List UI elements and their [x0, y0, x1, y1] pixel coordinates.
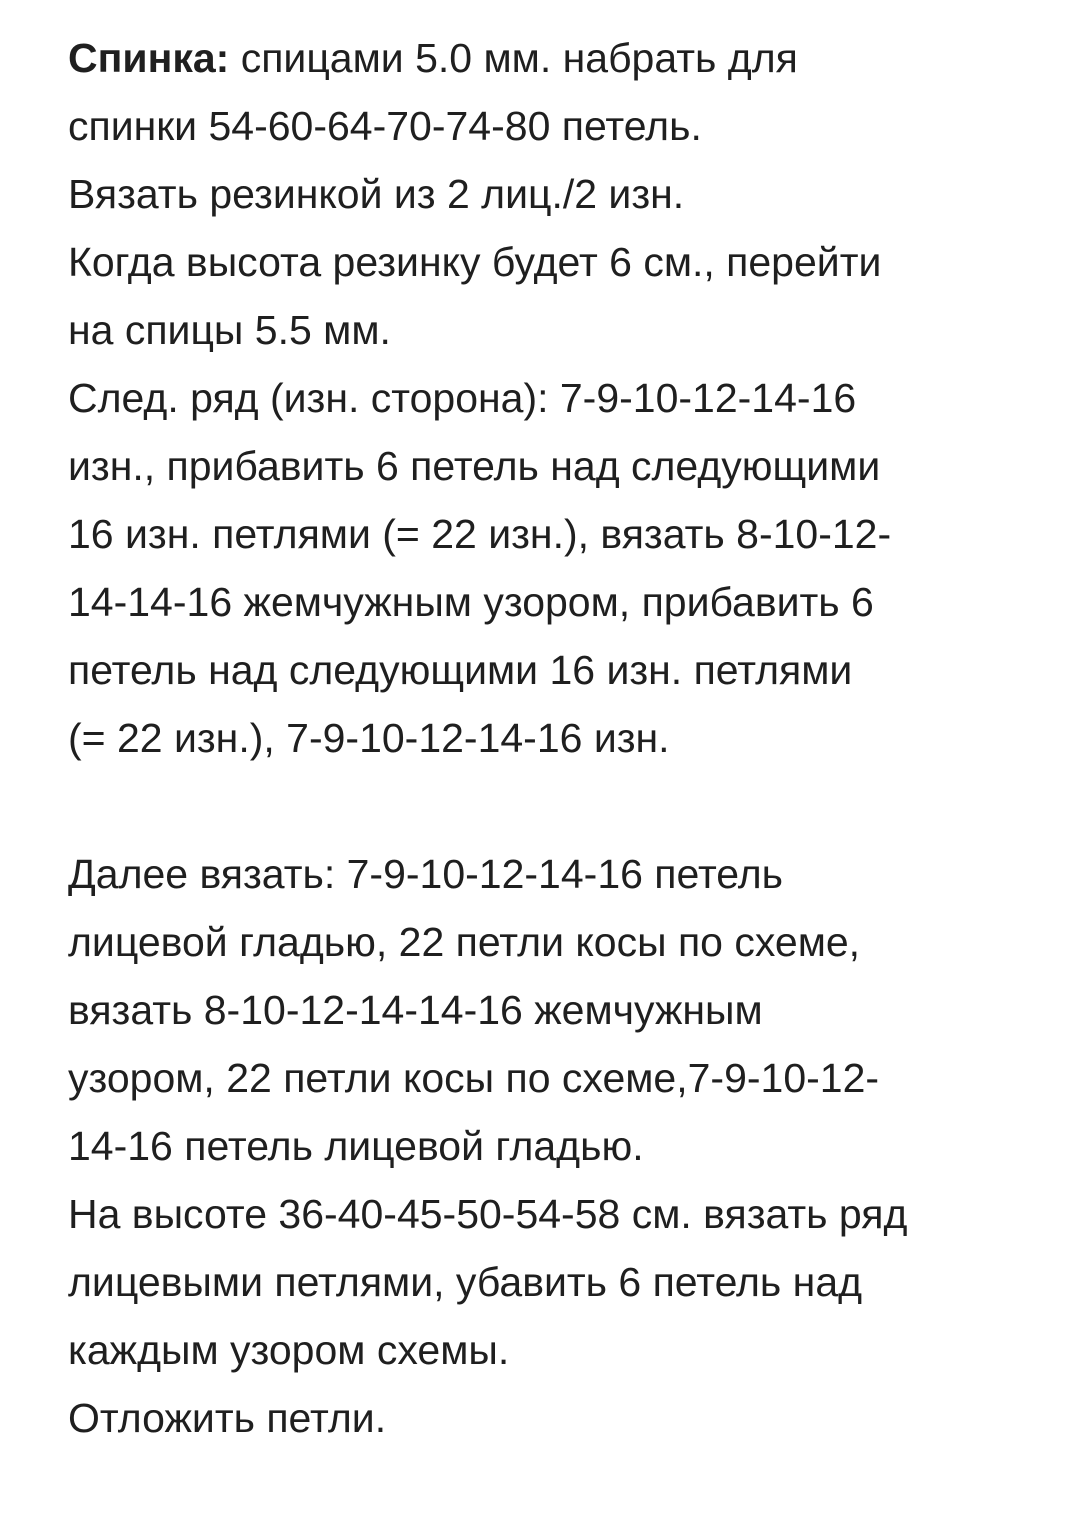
text-line-5: на спицы 5.5 мм.: [68, 307, 391, 353]
text-line-14: вязать 8-10-12-14-14-16 жемчужным: [68, 987, 763, 1033]
text-line-7: изн., прибавить 6 петель над следующими: [68, 443, 881, 489]
text-line-8: 16 изн. петлями (= 22 изн.), вязать 8-10-12-: [68, 511, 892, 557]
paragraph-gap: [68, 772, 1028, 840]
text-line-9: 14-14-16 жемчужным узором, прибавить 6: [68, 579, 874, 625]
text-line-1: [68, 24, 1028, 92]
text-line-15: узором, 22 петли косы по схеме,7-9-10-12-: [68, 1055, 880, 1101]
text-line-4: Когда высота резинку будет 6 см., перейти: [68, 239, 882, 285]
text-line-11: (= 22 изн.), 7-9-10-12-14-16 изн.: [68, 715, 670, 761]
text-line-6: След. ряд (изн. сторона): 7-9-10-12-14-16: [68, 375, 857, 421]
text-line-1-rest: спицами 5.0 мм. набрать для: [229, 35, 798, 81]
text-line-13: лицевой гладью, 22 петли косы по схеме,: [68, 919, 861, 965]
text-line-18: лицевыми петлями, убавить 6 петель над: [68, 1259, 863, 1305]
text-line-10: петель над следующими 16 изн. петлями: [68, 647, 853, 693]
text-line-12: Далее вязать: 7-9-10-12-14-16 петель: [68, 851, 783, 897]
section-heading: Спинка:: [68, 35, 230, 81]
text-line-19: каждым узором схемы.: [68, 1327, 510, 1373]
text-line-2: спинки 54-60-64-70-74-80 петель.: [68, 103, 702, 149]
text-line-20: Отложить петли.: [68, 1395, 387, 1441]
knitting-instructions: [68, 24, 1028, 1452]
text-line-3: Вязать резинкой из 2 лиц./2 изн.: [68, 171, 685, 217]
text-line-16: 14-16 петель лицевой гладью.: [68, 1123, 644, 1169]
text-line-17: На высоте 36-40-45-50-54-58 см. вязать ряд: [68, 1191, 908, 1237]
